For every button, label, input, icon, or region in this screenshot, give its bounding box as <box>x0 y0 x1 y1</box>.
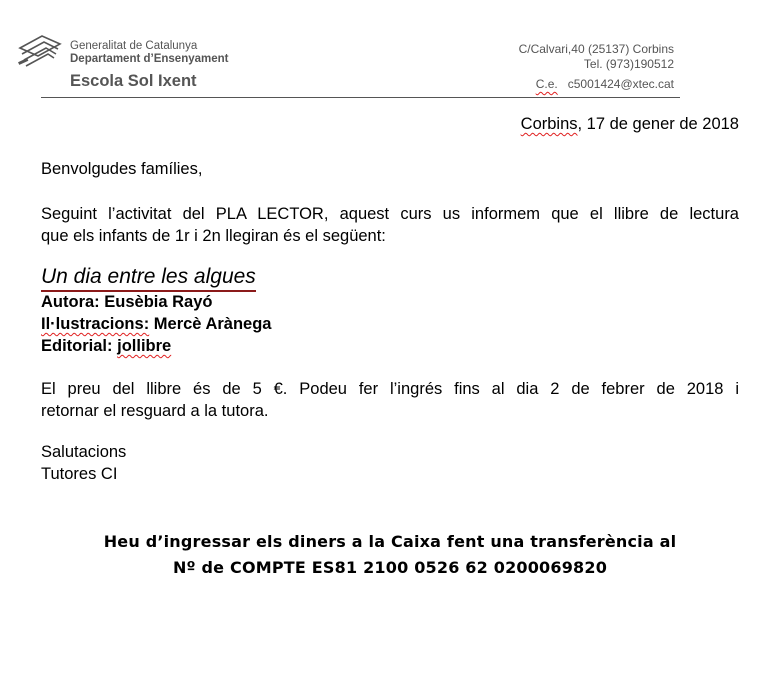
letter-date <box>521 115 739 134</box>
email-label: C.e. <box>535 77 558 91</box>
bank-instruction: Heu d’ingressar els diners a la Caixa fent una transferència al <box>103 532 677 551</box>
intro-paragraph <box>41 203 739 247</box>
price-paragraph <box>41 378 739 422</box>
author-label: Autora: <box>41 293 100 311</box>
book-illustrator <box>41 315 271 334</box>
intro-line-2: que els infants de 1r i 2n llegiran és el següent: <box>41 227 386 245</box>
generalitat-logo-icon <box>16 30 64 78</box>
book-title: Un dia entre les algues <box>41 265 256 292</box>
illustrator-value: Mercè Arànega <box>153 315 272 333</box>
institution-name: Generalitat de Catalunya <box>70 40 198 52</box>
school-phone: Tel. (973)190512 <box>583 57 674 71</box>
email-address: c5001424@xtec.cat <box>567 77 674 91</box>
closing: Salutacions <box>41 443 127 461</box>
date-text: , 17 de gener de 2018 <box>577 115 739 133</box>
greeting: Benvolgudes famílies, <box>41 160 203 178</box>
school-email <box>536 77 674 91</box>
header-divider <box>41 97 680 98</box>
illustrations-label: Il·lustracions: <box>41 315 150 333</box>
date-place: Corbins <box>520 115 578 133</box>
book-editorial <box>41 337 171 356</box>
price-line-2: retornar el resguard a la tutora. <box>41 402 269 420</box>
department-name: Departament d’Ensenyament <box>70 53 229 65</box>
price-line-1: El preu del llibre és de 5 €. Podeu fer l’ingrés fins al dia 2 de febrer de 2018 i <box>41 380 739 398</box>
bank-account-number: Nº de COMPTE ES81 2100 0526 62 0200069820 <box>172 558 608 577</box>
school-name: Escola Sol Ixent <box>70 72 197 90</box>
editorial-label: Editorial: <box>41 337 113 355</box>
editorial-value: jollibre <box>117 337 172 355</box>
author-value: Eusèbia Rayó <box>104 293 213 311</box>
school-address: C/Calvari,40 (25137) Corbins <box>518 42 674 56</box>
intro-line-1: Seguint l’activitat del PLA LECTOR, aquest curs us informem que el llibre de lectura <box>41 205 739 223</box>
book-author <box>41 293 212 312</box>
signature: Tutores CI <box>41 465 118 483</box>
